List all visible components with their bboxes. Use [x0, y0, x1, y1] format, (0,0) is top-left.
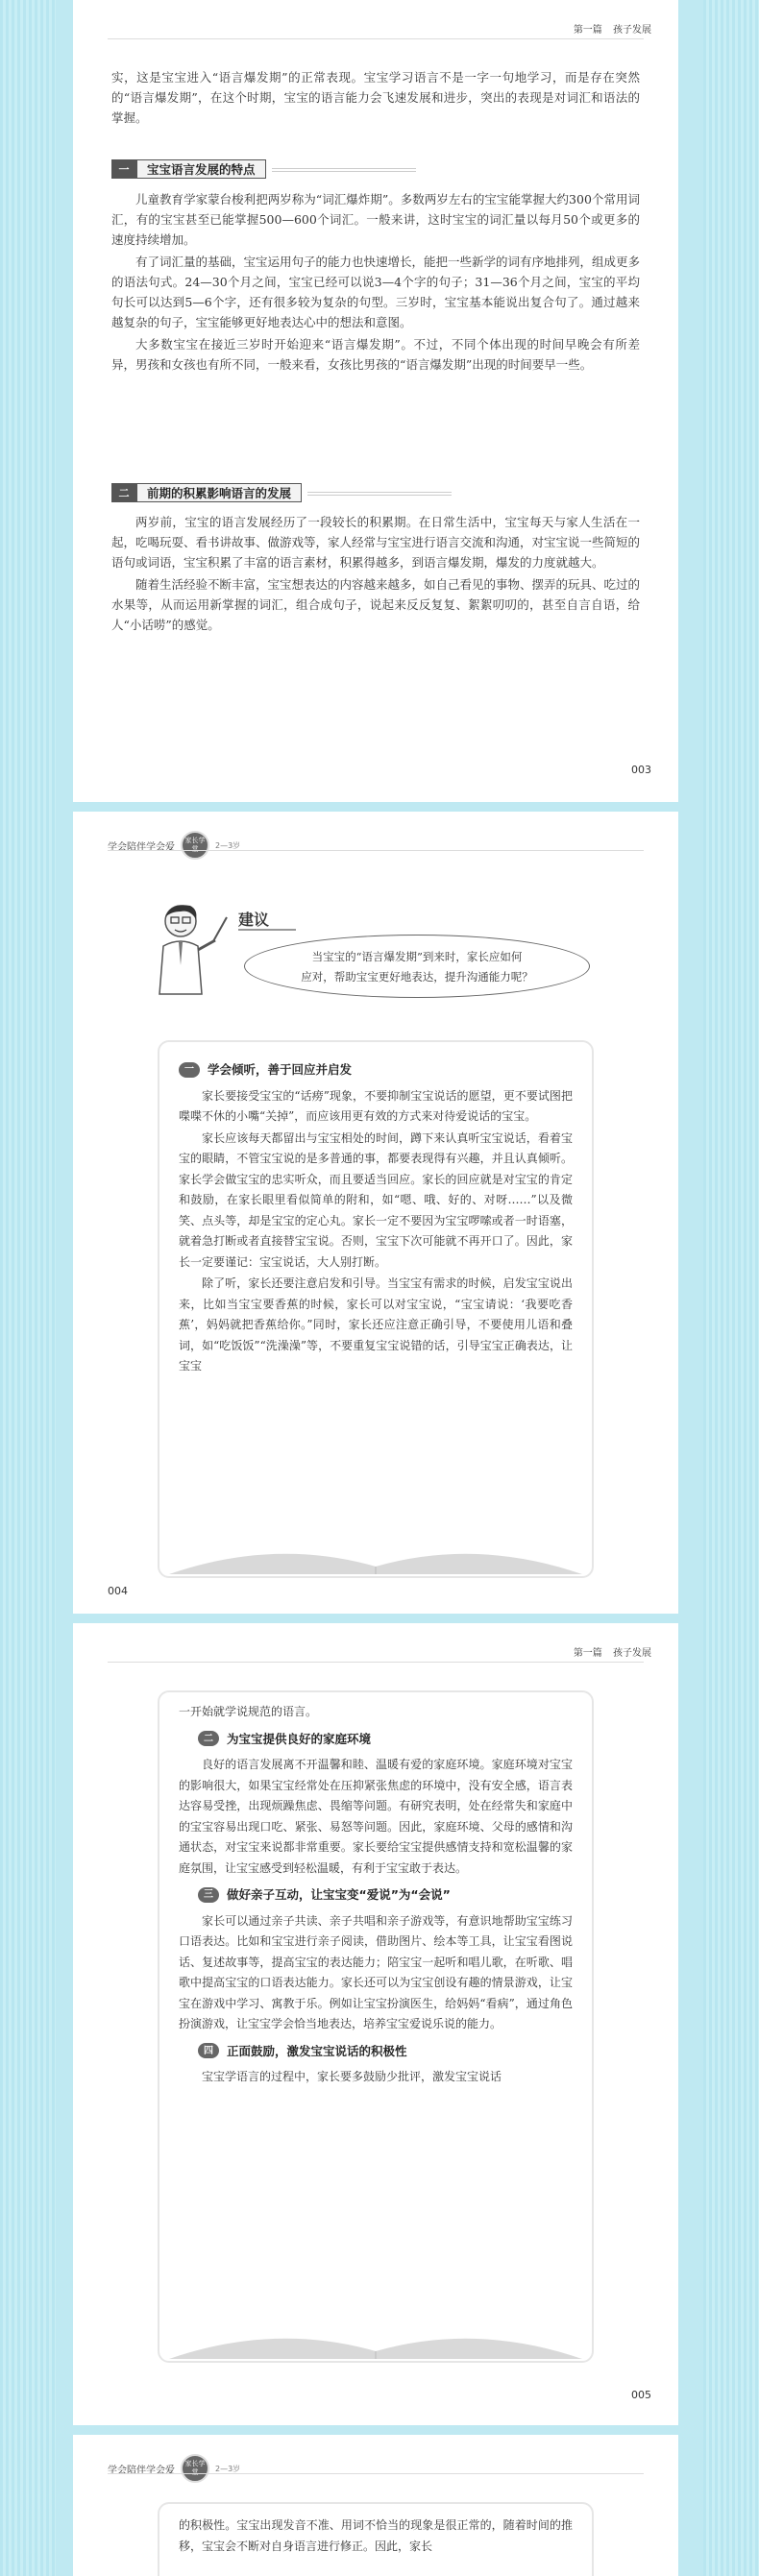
header-rule: [108, 850, 644, 851]
speech-bubble: [244, 935, 590, 998]
open-book-icon: [159, 2313, 592, 2361]
bubble-line: 当宝宝的“语言爆发期”到来时，家长应如何: [311, 950, 523, 963]
paragraph: 随着生活经验不断丰富，宝宝想表达的内容越来越多，如自己看见的事物、摆弄的玩具、吃过的水果等，从而运用新掌握的词汇，组合成句子，说起来反反复复、絮絮叨叨的，甚至自言自语，给人“小话唠”的感觉。: [111, 577, 641, 632]
page-number: 005: [631, 2389, 651, 2401]
advice-card: [158, 1040, 594, 1578]
header-rule: [108, 38, 644, 39]
paragraph: 除了听，家长还要注意启发和引导。当宝宝有需求的时候，启发宝宝说出来，比如当宝宝要香蕉的时候，家长可以对宝宝说，“宝宝请说：‘我要吃香蕉’，妈妈就把香蕉给你。”同时，家长还应注意正确引导，不要使用儿语和叠词，如“吃饭饭”“洗澡澡”等，不要重复宝宝说错的话，引导宝宝正确表达，让宝宝: [179, 1276, 573, 1373]
card-content: [179, 2515, 573, 2558]
open-book-icon: [159, 1528, 592, 1576]
teacher-illustration-icon: [152, 898, 229, 1004]
heading-decoration: [307, 490, 452, 496]
age-range: 2—3岁: [215, 840, 241, 850]
page-number: 004: [108, 1585, 128, 1597]
card-heading: [198, 1729, 573, 1750]
book-page-005: [73, 1623, 678, 2425]
paragraph: 家长要接受宝宝的“话痨”现象，不要抑制宝宝说话的愿望，更不要试图把喋喋不休的小嘴“关掉”，而应该用更有效的方式来对待爱说话的宝宝。: [179, 1088, 573, 1123]
left-stripe-background: [0, 0, 56, 2576]
running-head: [108, 831, 240, 860]
card-content: [179, 1054, 573, 1378]
series-badge: 家长学堂: [181, 831, 209, 860]
running-head-book-title: 学会陪伴学会爱: [108, 841, 175, 853]
book-page-006-partial: [73, 2435, 678, 2576]
heading-decoration: [272, 166, 416, 172]
paragraph: 的积极性。宝宝出现发音不准、用词不恰当的现象是很正常的，随着时间的推移，宝宝会不断对自身语言进行修正。因此，家长: [179, 2518, 573, 2553]
paragraph: 家长可以通过亲子共读、亲子共唱和亲子游戏等，有意识地帮助宝宝练习口语表达。比如和宝宝进行亲子阅读，借助图片、绘本等工具，让宝宝看图说话、复述故事等，提高宝宝的表达能力；陪宝宝一起听和唱儿歌，在听歌、唱歌中提高宝宝的口语表达能力。家长还可以为宝宝创设有趣的情景游戏，让宝宝在游戏中学习、寓教于乐。例如让宝宝扮演医生，给妈妈“看病”，通过角色扮演游戏，让宝宝学会恰当地表达，培养宝宝爱说乐说的能力。: [179, 1913, 573, 2030]
running-head-book-title: 学会陪伴学会爱: [108, 2465, 175, 2476]
bubble-line: 应对，帮助宝宝更好地表达，提升沟通能力呢？: [301, 970, 533, 984]
right-stripe-background: [703, 0, 759, 2576]
paragraph: 良好的语言发展离不开温馨和睦、温暖有爱的家庭环境。家庭环境对宝宝的影响很大，如果宝宝经常处在压抑紧张焦虑的环境中，没有安全感，语言表达容易受挫，出现烦躁焦虑、畏缩等问题。有研究表明，处在经常失和家庭中的宝宝容易出现口吃、紧张、易怒等问题。因此，家庭环境、父母的感情和沟通状态，对宝宝来说都非常重要。家长要给宝宝提供感情支持和宽松温馨的家庭氛围，让宝宝感受到轻松温暖，有利于宝宝敢于表达。: [179, 1758, 573, 1875]
suggestion-heading: 建议: [238, 911, 270, 929]
heading-number: 二: [198, 1731, 219, 1746]
paragraph: 儿童教育学家蒙台梭利把两岁称为“词汇爆炸期”。多数两岁左右的宝宝能掌握大约300个常用词汇，有的宝宝甚至已能掌握500—600个词汇。一般来讲，这时宝宝的词汇量以每月50个或更多的速度持续增加。: [111, 192, 640, 247]
heading-title: 为宝宝提供良好的家庭环境: [227, 1731, 372, 1746]
heading-title: 学会倾听，善于回应并启发: [208, 1062, 353, 1077]
section-heading-1: [111, 158, 416, 180]
running-head-chapter: 第一篇: [573, 1648, 602, 1659]
heading-number: 一: [179, 1062, 200, 1078]
heading-title: 正面鼓励，激发宝宝说话的积极性: [227, 2043, 407, 2058]
running-head: [566, 1644, 651, 1659]
header-rule: [108, 2473, 644, 2474]
age-range: 2—3岁: [215, 2464, 241, 2473]
heading-number: 四: [198, 2043, 219, 2058]
section-heading-2: [111, 482, 452, 503]
paragraph: 两岁前，宝宝的语言发展经历了一段较长的积累期。在日常生活中，宝宝每天与家人生活在一起，吃喝玩耍、看书讲故事、做游戏等，家人经常与宝宝进行语言交流和沟通，对宝宝说一些简短的语句或词语，宝宝积累了丰富的语言素材，积累得越多，到语言爆发期，爆发的力度就越大。: [111, 515, 641, 570]
running-head-title: 孩子发展: [613, 1648, 651, 1659]
section-number: 二: [111, 483, 136, 502]
book-page-004: [73, 812, 678, 1614]
paragraph: 大多数宝宝在接近三岁时开始迎来“语言爆发期”。不过，不同个体出现的时间早晚会有所差异，男孩和女孩也有所不同，一般来看，女孩比男孩的“语言爆发期”出现的时间要早一些。: [111, 337, 640, 372]
page-number: 003: [631, 764, 651, 776]
intro-paragraph: 实，这是宝宝进入“语言爆发期”的正常表现。宝宝学习语言不是一字一句地学习，而是存在突然的“语言爆发期”，在这个时期，宝宝的语言能力会飞速发展和进步，突出的表现是对词汇和语法的掌握。: [111, 70, 640, 125]
section-title: 前期的积累影响语言的发展: [136, 483, 302, 502]
intro-text: [111, 67, 640, 130]
paragraph: 家长应该每天都留出与宝宝相处的时间，蹲下来认真听宝宝说话，看着宝宝的眼睛，不管宝宝说的是多普通的事，都要表现得有兴趣，并且认真倾听。家长学会做宝宝的忠实听众，而且要适当回应。家长的回应就是对宝宝的肯定和鼓励，在家长眼里看似简单的附和，如“嗯、哦、好的、对呀……”以及微笑、点头等，却是宝宝的定心丸。家长一定不要因为宝宝啰嗦或者一时语塞，就着急打断或者直接替宝宝说。否则，宝宝下次可能就不再开口了。因此，家长一定要谨记：宝宝说话，大人别打断。: [179, 1130, 573, 1269]
section-title: 宝宝语言发展的特点: [136, 159, 266, 179]
card-heading: [198, 1884, 573, 1906]
advice-card: [158, 2502, 594, 2576]
series-badge: 家长学堂: [181, 2454, 209, 2483]
running-head: [108, 2454, 240, 2483]
advice-card: [158, 1690, 594, 2363]
heading-number: 三: [198, 1887, 219, 1903]
section1-body: [111, 189, 640, 377]
running-head-title: 孩子发展: [613, 25, 651, 36]
section-number: 一: [111, 159, 136, 179]
book-page-003: [73, 0, 678, 802]
running-head: [566, 21, 651, 36]
suggestion-underline: [238, 929, 296, 931]
paragraph: 有了词汇量的基础，宝宝运用句子的能力也快速增长，能把一些新学的词有序地排列，组成更多的语法句式。24—30个月之间，宝宝已经可以说3—4个字的句子；31—36个月之间，宝宝的平均句长可以达到5—6个字，还有很多较为复杂的句型。三岁时，宝宝基本能说出复合句了。通过越来越复杂的句子，宝宝能够更好地表达心中的想法和意图。: [111, 255, 641, 329]
card-content: [179, 1702, 573, 2089]
paragraph: 宝宝学语言的过程中，家长要多鼓励少批评，激发宝宝说话: [202, 2070, 502, 2083]
heading-title: 做好亲子互动，让宝宝变“爱说”为“会说”: [227, 1887, 451, 1902]
header-rule: [108, 1662, 644, 1663]
paragraph: 一开始就学说规范的语言。: [179, 1705, 318, 1718]
card-heading: [179, 1059, 573, 1081]
card-heading: [198, 2041, 573, 2062]
running-head-chapter: 第一篇: [573, 25, 602, 36]
section2-body: [111, 512, 640, 637]
